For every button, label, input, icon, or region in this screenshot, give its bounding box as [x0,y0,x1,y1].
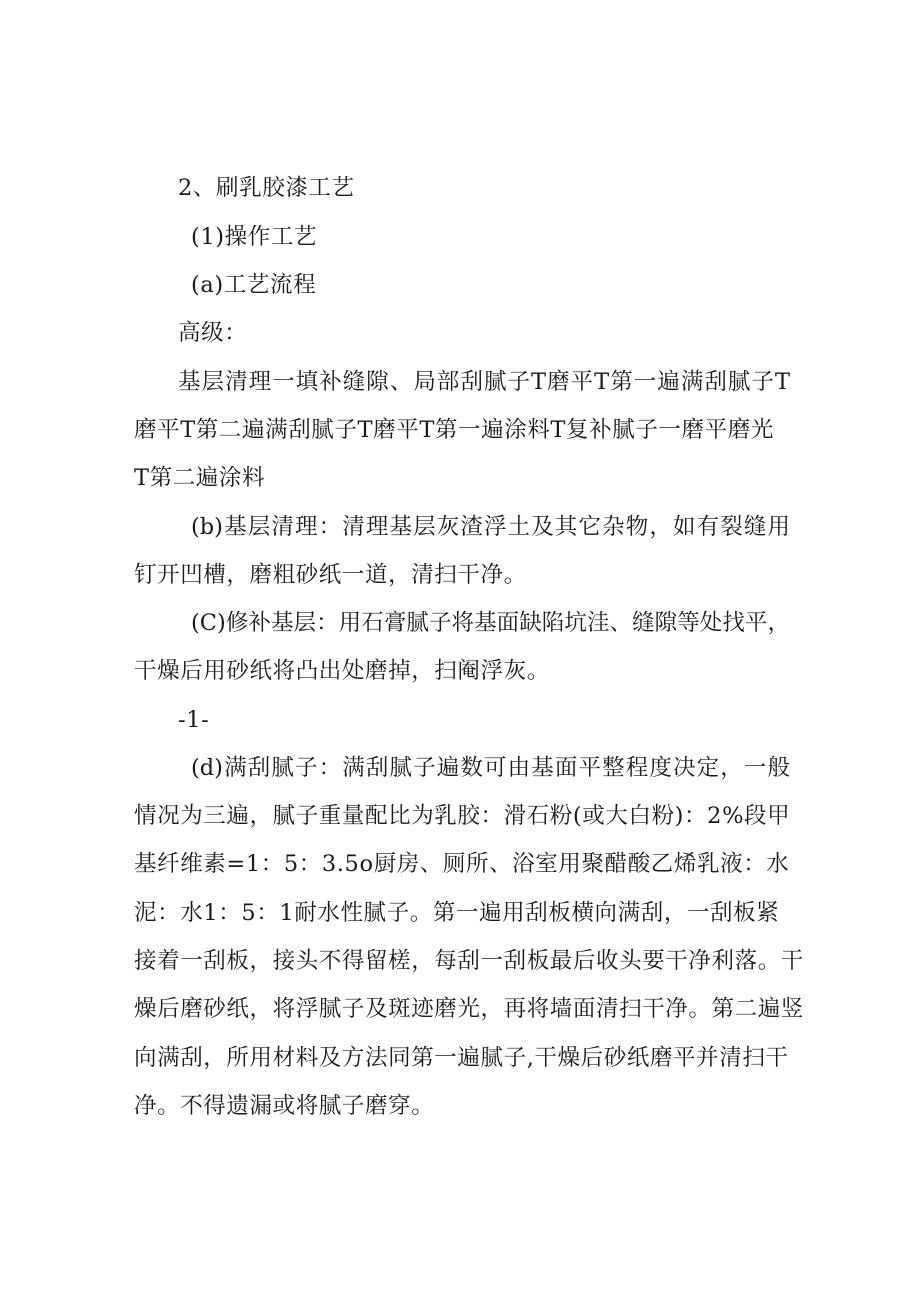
sub-heading-operation: (1)操作工艺 [191,224,318,250]
flow-line: T第二遍涂料 [134,465,266,491]
paragraph-d-line: 泥：水1：5：1耐水性腻子。第一遍用刮板横向满刮，一刮板紧 [134,900,780,926]
paragraph-c-line: (C)修补基层：用石膏腻子将基面缺陷坑洼、缝隙等处找平， [191,610,790,636]
paragraph-c-line: 干燥后用砂纸将凸出处磨掉，扫阉浮灰。 [134,658,550,684]
paragraph-d-line: 情况为三遍，腻子重量配比为乳胶：滑石粉(或大白粉)：2%段甲 [134,803,791,829]
paragraph-b-line: (b)基层清理：清理基层灰渣浮土及其它杂物，如有裂缝用 [191,514,790,540]
level-label: 高级： [178,320,248,346]
flow-line: 磨平T第二遍满刮腻子T磨平T第一遍涂料T复补腻子一磨平磨光 [134,417,774,443]
sub-heading-process-flow: (a)工艺流程 [191,272,317,298]
paragraph-d-line: 接着一刮板，接头不得留槎，每刮一刮板最后收头要干净利落。干 [134,948,804,974]
paragraph-d-line: 净。不得遗漏或将腻子磨穿。 [134,1093,435,1119]
paragraph-b-line: 钉开凹槽，磨粗砂纸一道，清扫干净。 [134,562,527,588]
section-title: 2、刷乳胶漆工艺 [178,175,355,201]
paragraph-d-line: (d)满刮腻子：满刮腻子遍数可由基面平整程度决定，一般 [191,755,790,781]
paragraph-d-line: 向满刮，所用材料及方法同第一遍腻子,干燥后砂纸磨平并清扫干 [134,1045,789,1071]
page-number: -1- [178,707,210,733]
paragraph-d-line: 燥后磨砂纸，将浮腻子及斑迹磨光，再将墙面清扫干净。第二遍竖 [134,996,804,1022]
paragraph-d-line: 基纤维素=1：5：3.5o厨房、厕所、浴室用聚醋酸乙烯乳液：水 [134,851,790,877]
flow-line: 基层清理一填补缝隙、局部刮腻子T磨平T第一遍满刮腻子T [178,369,790,395]
